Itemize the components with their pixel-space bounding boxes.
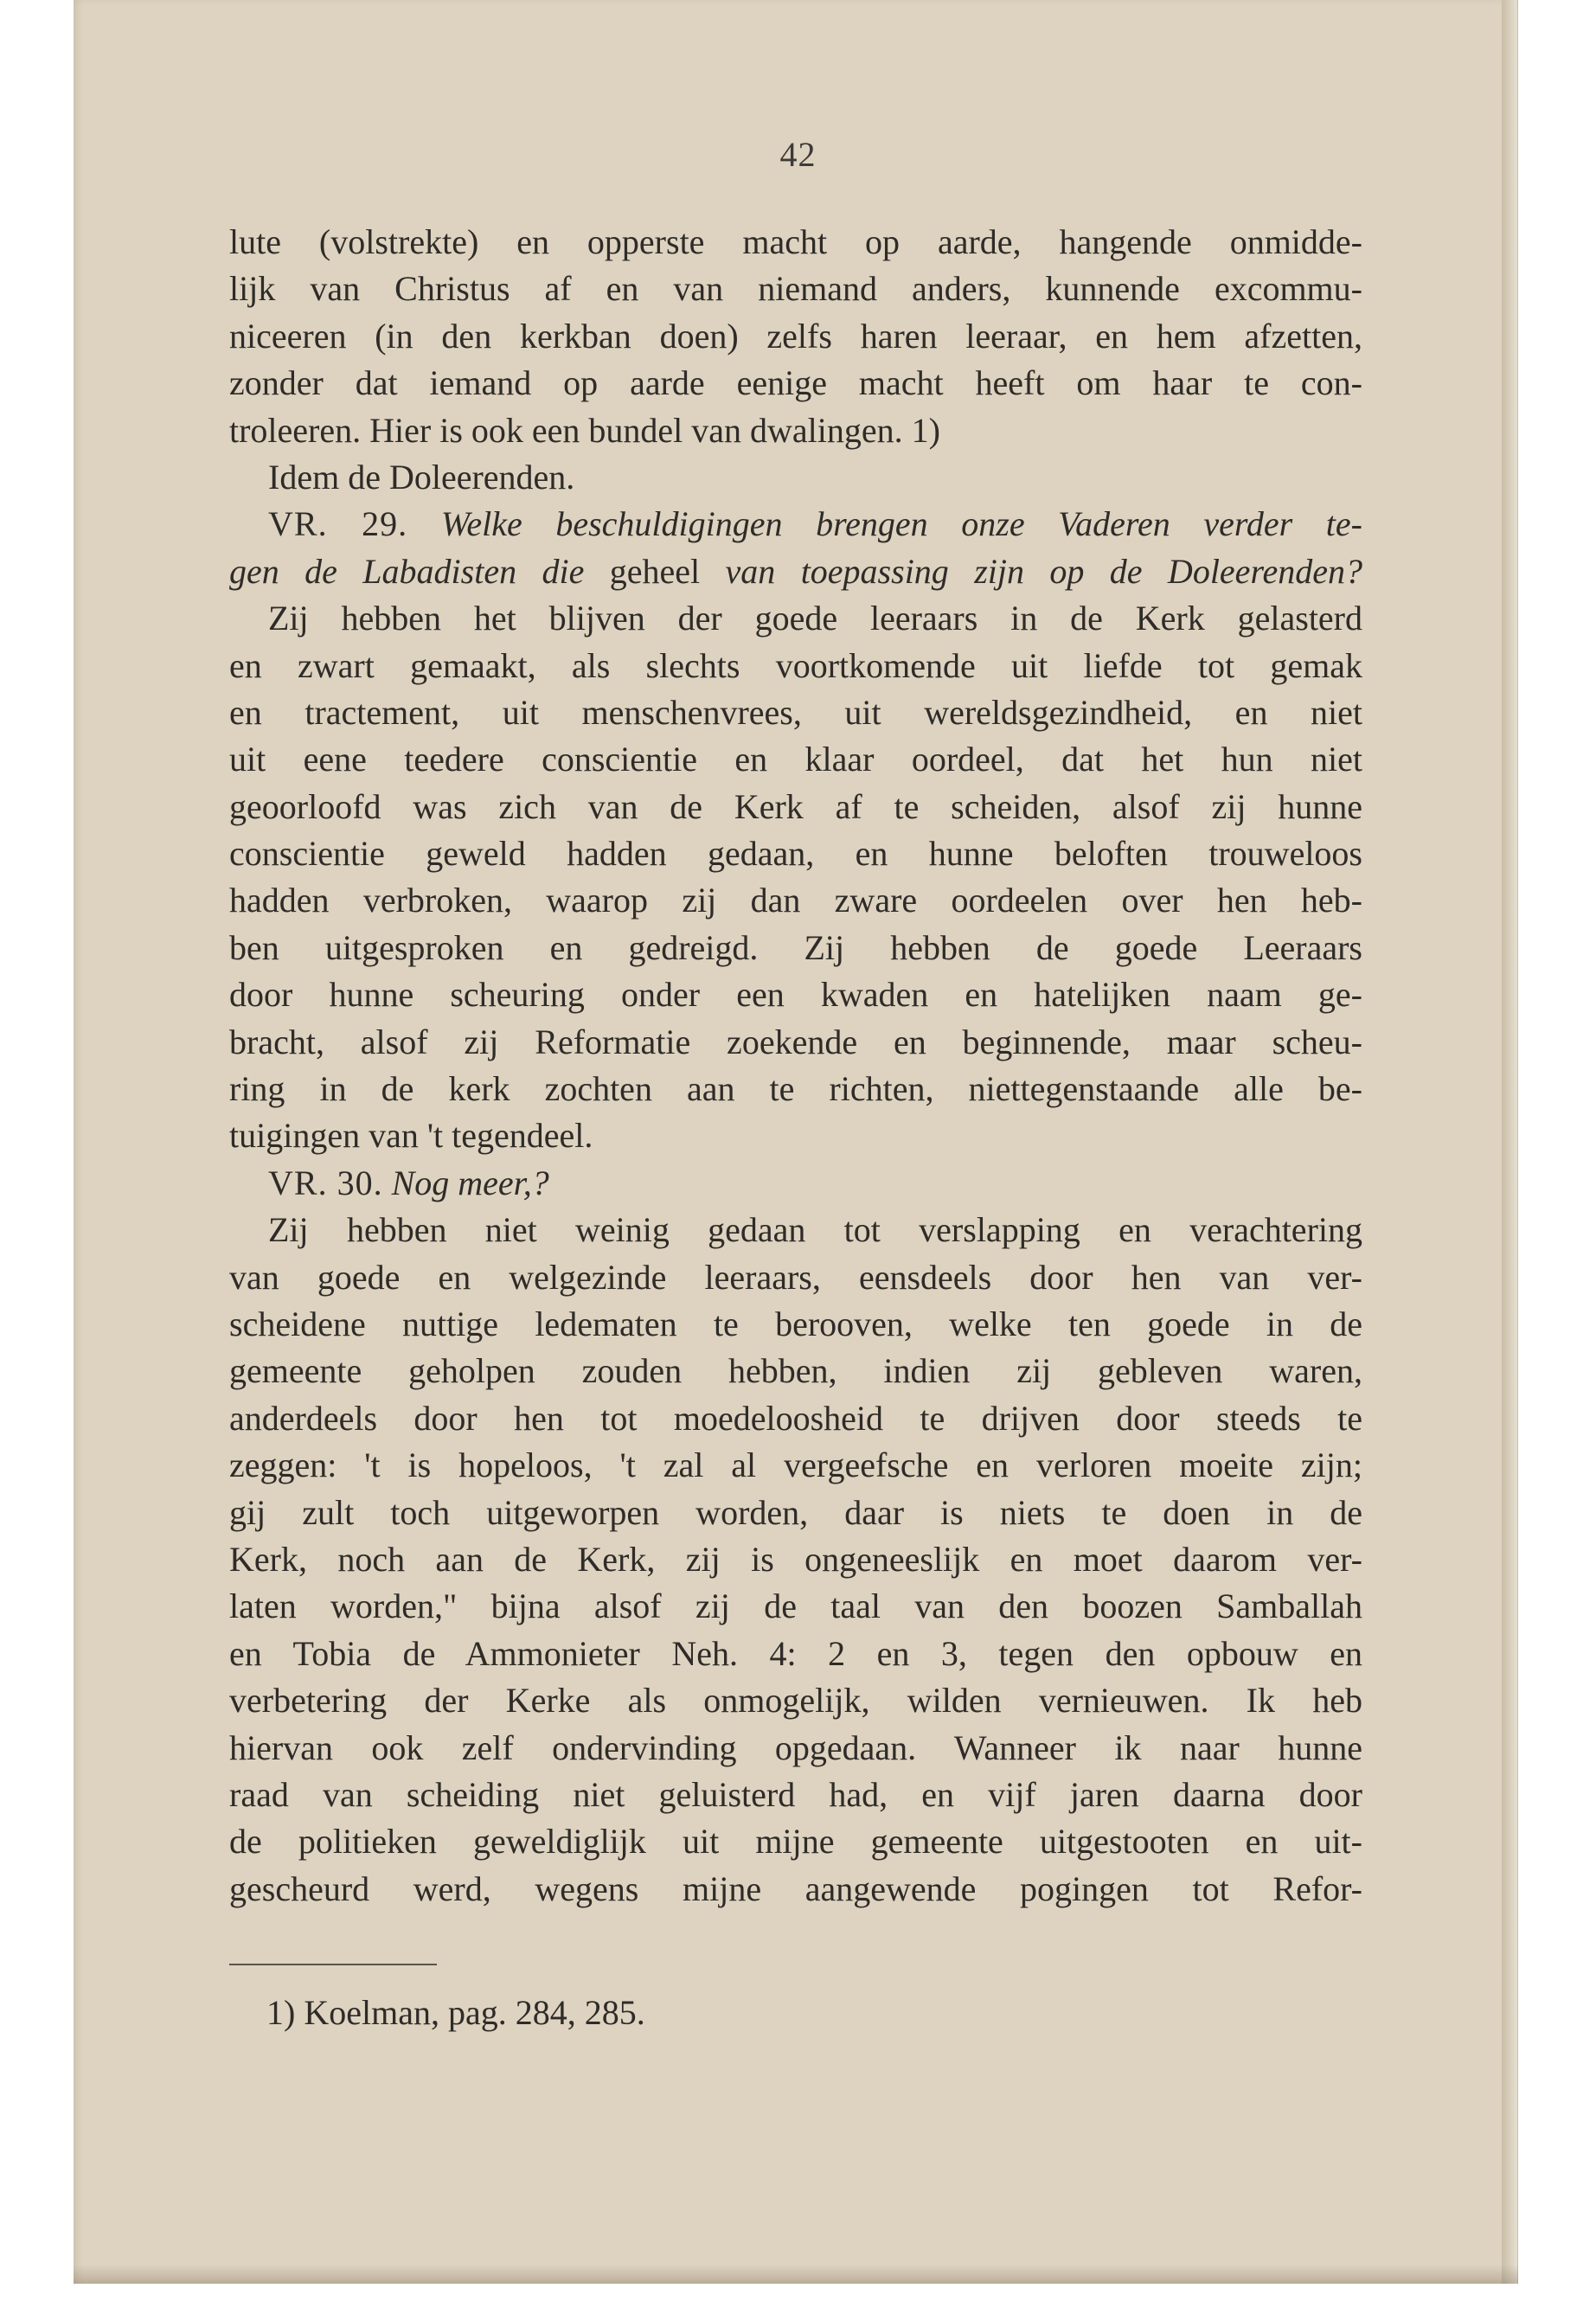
text-line: Idem de Doleerenden. bbox=[268, 457, 575, 497]
answer-29-line: tuigingen van 't tegendeel. bbox=[229, 1116, 593, 1156]
answer-29-line: ben uitgesproken en gedreigd. Zij hebben de goede Leeraars bbox=[229, 927, 1362, 967]
answer-30-line: gemeente geholpen zouden hebben, indien zij gebleven waren, bbox=[229, 1351, 1362, 1391]
question-29-line-2 bbox=[229, 548, 1362, 595]
answer-30-line: en Tobia de Ammonieter Neh. 4: 2 en 3, tegen den opbouw en bbox=[229, 1633, 1362, 1673]
text-line: lijk van Christus af en van niemand anders, kunnende excommu- bbox=[229, 269, 1362, 309]
answer-29-line: en zwart gemaakt, als slechts voortkomende uit liefde tot gemak bbox=[229, 645, 1362, 685]
answer-30-line: laten worden," bijna alsof zij de taal van den boozen Samballah bbox=[229, 1586, 1362, 1626]
answer-30-line: Kerk, noch aan de Kerk, zij is ongeneeslijk en moet daarom ver- bbox=[229, 1539, 1362, 1579]
question-30-line bbox=[229, 1160, 1362, 1207]
answer-29-line: hadden verbroken, waarop zij dan zware oordeelen over hen heb- bbox=[229, 881, 1362, 920]
page-edge bbox=[1502, 0, 1517, 2284]
question-29-text-b: geheel bbox=[609, 551, 701, 591]
page-bottom-shadow bbox=[74, 2265, 1518, 2284]
question-30-text: Nog meer,? bbox=[391, 1163, 549, 1202]
answer-30-line: raad van scheiding niet geluisterd had, en vijf jaren daarna door bbox=[229, 1774, 1362, 1814]
page-number: 42 bbox=[779, 135, 817, 174]
question-29-label: VR. 29. bbox=[268, 504, 408, 544]
answer-30-line: zeggen: 't is hopeloos, 't zal al vergeefsche en verloren moeite zijn; bbox=[229, 1445, 1362, 1485]
answer-29-line: en tractement, uit menschenvrees, uit wereldsgezindheid, en niet bbox=[229, 692, 1362, 732]
answer-29-line: uit eene teedere conscientie en klaar oordeel, dat het hun niet bbox=[229, 740, 1362, 779]
answer-30-line: de politieken geweldiglijk uit mijne gemeente uitgestooten en uit- bbox=[229, 1822, 1362, 1862]
answer-29-line: conscientie geweld hadden gedaan, en hunne beloften trouweloos bbox=[229, 834, 1362, 874]
text-line: lute (volstrekte) en opperste macht op aarde, hangende onmidde- bbox=[229, 222, 1362, 261]
footnote-divider bbox=[229, 1964, 437, 1965]
text-line: niceeren (in den kerkban doen) zelfs haren leeraar, en hem afzetten, bbox=[229, 316, 1362, 356]
answer-29-line: bracht, alsof zij Reformatie zoekende en beginnende, maar scheu- bbox=[229, 1022, 1362, 1061]
question-29-text-a: gen de Labadisten die bbox=[229, 551, 585, 591]
question-29-text-c: van toepassing zijn op de Doleerenden? bbox=[725, 551, 1363, 591]
body-text bbox=[229, 219, 1362, 1913]
text-line: troleeren. Hier is ook een bundel van dwalingen. 1) bbox=[229, 410, 940, 450]
answer-30-line: verbetering der Kerke als onmogelijk, wilden vernieuwen. Ik heb bbox=[229, 1681, 1362, 1721]
answer-30-line: van goede en welgezinde leeraars, eensdeels door hen van ver- bbox=[229, 1257, 1362, 1297]
answer-30-line: scheidene nuttige ledematen te berooven, welke ten goede in de bbox=[229, 1304, 1362, 1343]
answer-30-line: hiervan ook zelf ondervinding opgedaan. Wanneer ik naar hunne bbox=[229, 1727, 1362, 1767]
answer-29-line: ring in de kerk zochten aan te richten, niettegenstaande alle be- bbox=[229, 1069, 1362, 1109]
text-line: zonder dat iemand op aarde eenige macht heeft om haar te con- bbox=[229, 363, 1362, 403]
answer-30-line: Zij hebben niet weinig gedaan tot verslapping en verachtering bbox=[268, 1210, 1362, 1250]
answer-30-line: gij zult toch uitgeworpen worden, daar is niets te doen in de bbox=[229, 1492, 1362, 1532]
answer-30-line: gescheurd werd, wegens mijne aangewende pogingen tot Refor- bbox=[229, 1868, 1362, 1908]
answer-29-line: Zij hebben het blijven der goede leeraars in de Kerk gelasterd bbox=[268, 599, 1362, 638]
footnote: 1) Koelman, pag. 284, 285. bbox=[266, 1993, 645, 2032]
question-29-text: Welke beschuldigingen brengen onze Vaderen verder te- bbox=[440, 504, 1362, 544]
answer-29-line: geoorloofd was zich van de Kerk af te scheiden, alsof zij hunne bbox=[229, 786, 1362, 826]
answer-29-line: door hunne scheuring onder een kwaden en hatelijken naam ge- bbox=[229, 975, 1362, 1015]
question-29-line-1 bbox=[229, 501, 1362, 548]
question-30-label: VR. 30. bbox=[268, 1163, 383, 1202]
answer-30-line: anderdeels door hen tot moedeloosheid te drijven door steeds te bbox=[229, 1398, 1362, 1438]
